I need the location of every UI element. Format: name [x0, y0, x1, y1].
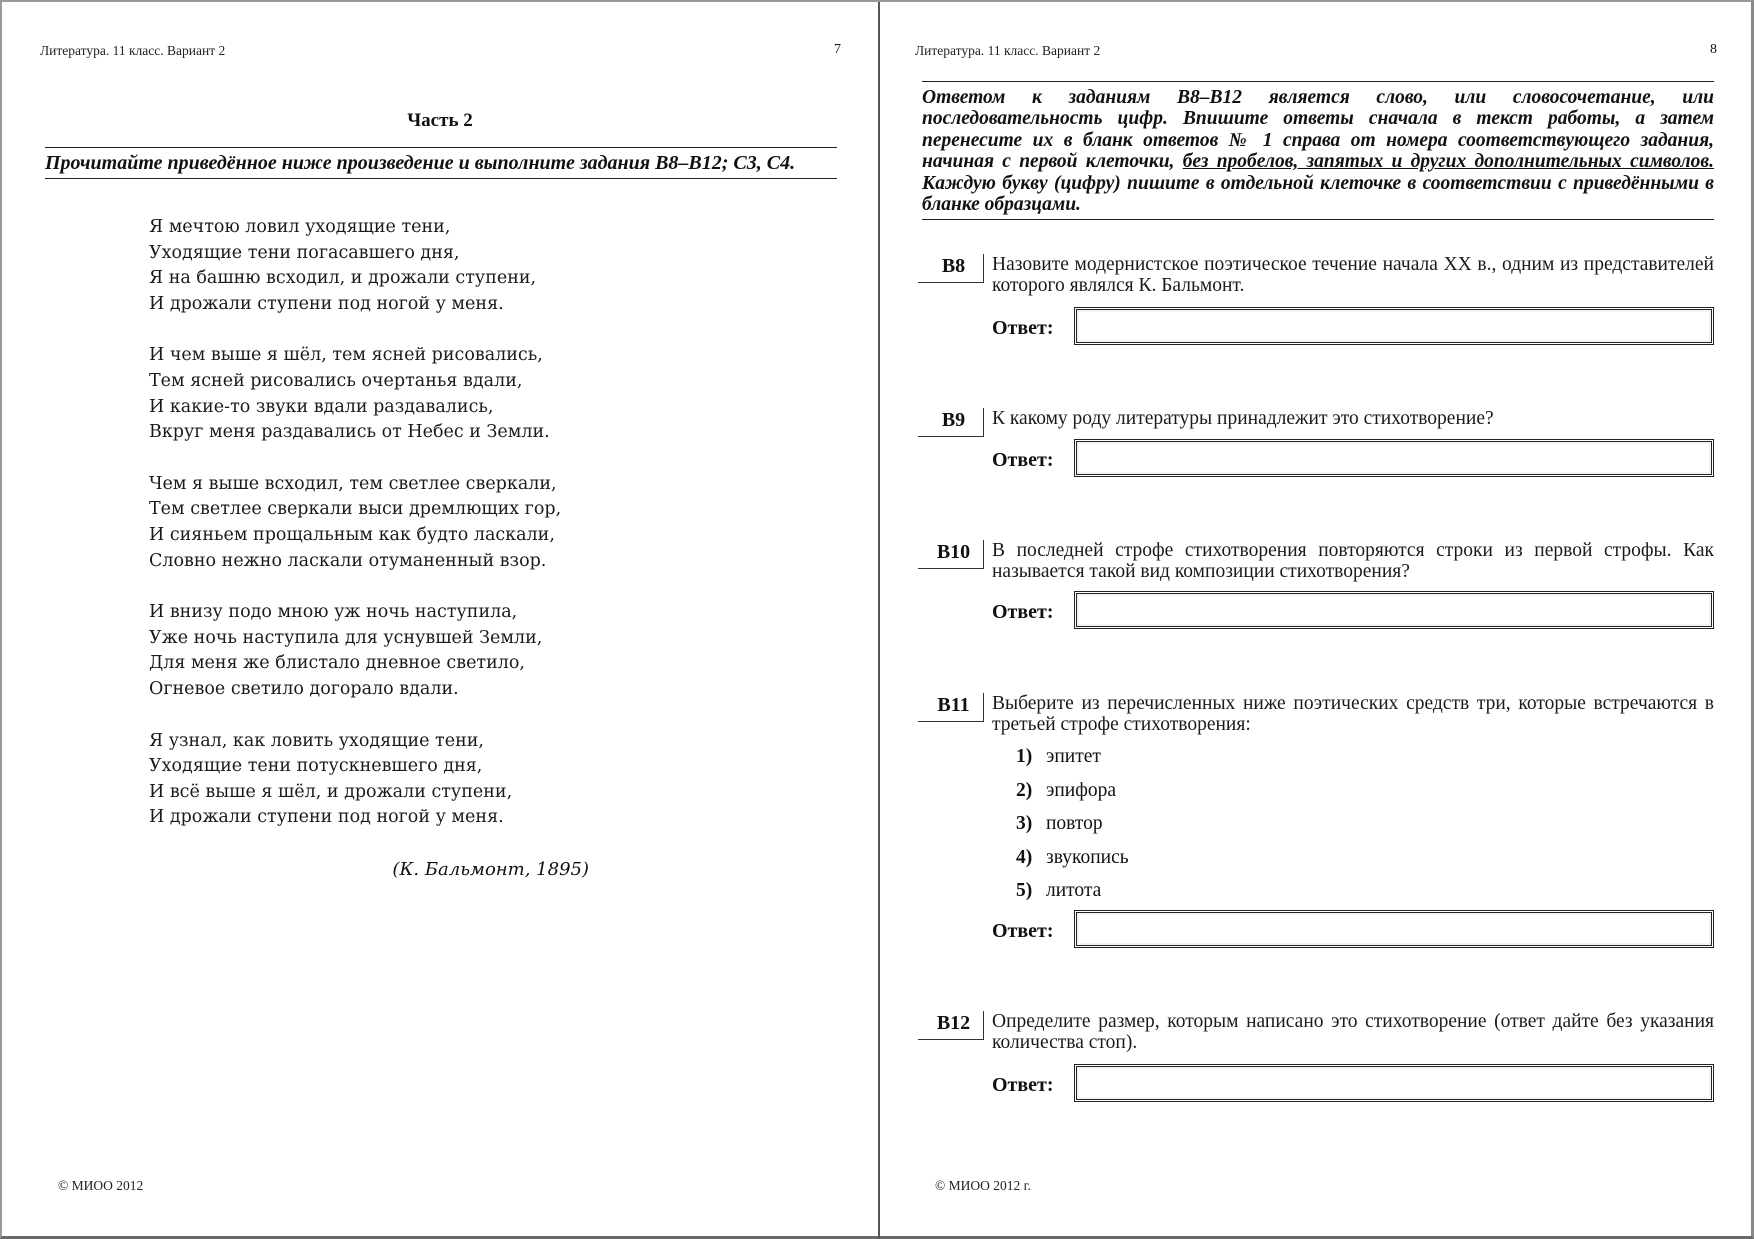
- task-question: Назовите модернистское поэтическое течение начала XX в., одним из представителей которого являлся К. Бальмонт.: [992, 254, 1714, 296]
- poem-line: Словно нежно ласкали отуманенный взор.: [149, 550, 547, 571]
- running-header: Литература. 11 класс. Вариант 2: [915, 43, 1101, 58]
- poem: [149, 215, 619, 857]
- poem-line: И дрожали ступени под ногой у меня.: [149, 807, 504, 828]
- page-8: [880, 2, 1753, 1238]
- task-label: В8: [918, 254, 984, 283]
- option-text: звукопись: [1046, 846, 1129, 868]
- stanza-3: [149, 472, 619, 574]
- answer-field-b9[interactable]: [1074, 439, 1714, 477]
- part-title: Часть 2: [407, 110, 473, 131]
- option-text: литота: [1046, 880, 1102, 901]
- task-question: Определите размер, которым написано это стихотворение (ответ дайте без указания количества стоп).: [992, 1011, 1714, 1053]
- stanza-2: [149, 343, 619, 445]
- poem-line: И всё выше я шёл, и дрожали ступени,: [149, 781, 513, 802]
- answer-row: [992, 910, 1714, 950]
- option-number: 4): [1016, 846, 1033, 868]
- option-5: [1016, 879, 1316, 913]
- task-b9: [918, 408, 1714, 488]
- instruction-text: Ответом к заданиям В8–В12 является слово, или словосочетание, или последовательность цифр. Впишите ответы сначала в текст работы, а затем перенесите их в бланк ответов № 1 справа от номера соответствующего задания, начиная с первой клеточки,: [922, 87, 1714, 173]
- answer-field-b10[interactable]: [1074, 591, 1714, 629]
- page-number: 8: [1710, 42, 1717, 57]
- answer-label: Ответ:: [992, 1074, 1054, 1096]
- task-b8: [918, 254, 1714, 344]
- option-number: 5): [1016, 880, 1033, 901]
- answer-row: [992, 591, 1714, 631]
- poem-line: И сияньем прощальным как будто ласкали,: [149, 524, 555, 545]
- answer-label: Ответ:: [992, 317, 1054, 339]
- task-b11: [918, 693, 1714, 953]
- poem-attribution: (К. Бальмонт, 1895): [392, 859, 589, 880]
- poem-line: И чем выше я шёл, тем ясней рисовались,: [149, 345, 543, 366]
- answer-row: [992, 307, 1714, 347]
- task-question: В последней строфе стихотворения повторяются строки из первой строфы. Как называется такой вид композиции стихотворения?: [992, 540, 1714, 582]
- poem-line: Я узнал, как ловить уходящие тени,: [149, 730, 484, 751]
- option-text: эпитет: [1046, 746, 1101, 767]
- poem-line: Уходящие тени погасавшего дня,: [149, 242, 460, 263]
- task-label: В11: [918, 693, 984, 722]
- option-list: [1016, 745, 1316, 913]
- option-number: 1): [1016, 746, 1033, 767]
- reading-instruction: Прочитайте приведённое ниже произведение и выполните задания В8–В12; С3, С4.: [45, 147, 837, 179]
- option-text: эпифора: [1046, 779, 1117, 801]
- answer-instruction: [922, 81, 1714, 220]
- poem-line: И дрожали ступени под ногой у меня.: [149, 293, 504, 314]
- answer-label: Ответ:: [992, 601, 1054, 623]
- poem-line: Я мечтою ловил уходящие тени,: [149, 217, 451, 237]
- option-2: [1016, 779, 1316, 813]
- poem-line: Тем ясней рисовались очертанья вдали,: [149, 370, 523, 391]
- answer-label: Ответ:: [992, 920, 1054, 942]
- poem-line: Вкруг меня раздавались от Небес и Земли.: [149, 422, 550, 443]
- task-b12: [918, 1011, 1714, 1106]
- stanza-5: [149, 729, 619, 831]
- option-text: повтор: [1046, 813, 1103, 834]
- page-7: [2, 2, 878, 1238]
- option-4: [1016, 846, 1316, 880]
- answer-field-b12[interactable]: [1074, 1064, 1714, 1102]
- poem-line: Уходящие тени потускневшего дня,: [149, 756, 483, 777]
- poem-line: Тем светлее сверкали выси дремлющих гор,: [149, 499, 562, 520]
- poem-line: Уже ночь наступила для уснувшей Земли,: [149, 627, 543, 648]
- answer-field-b8[interactable]: [1074, 307, 1714, 345]
- task-label: В9: [918, 408, 984, 437]
- poem-line: И какие-то звуки вдали раздавались,: [149, 396, 494, 417]
- poem-line: Для меня же блистало дневное светило,: [149, 653, 525, 674]
- instruction-underlined: без пробелов, запятых и других дополнительных символов.: [1182, 151, 1714, 173]
- task-question: К какому роду литературы принадлежит это стихотворение?: [992, 408, 1494, 429]
- answer-field-b11[interactable]: [1074, 910, 1714, 948]
- copyright-footer: © МИОО 2012: [58, 1178, 144, 1193]
- option-number: 3): [1016, 813, 1033, 834]
- poem-line: Я на башню всходил, и дрожали ступени,: [149, 268, 537, 289]
- instruction-text: Каждую букву (цифру) пишите в отдельной клеточке в соответствии с приведёнными в бланке образцами.: [922, 172, 1714, 216]
- answer-row: [992, 439, 1714, 479]
- option-1: [1016, 745, 1316, 779]
- task-question: Выберите из перечисленных ниже поэтических средств три, которые встречаются в третьей строфе стихотворения:: [992, 693, 1714, 735]
- option-number: 2): [1016, 779, 1033, 801]
- copyright-footer: © МИОО 2012 г.: [935, 1178, 1032, 1193]
- answer-label: Ответ:: [992, 449, 1054, 471]
- page-number: 7: [834, 42, 841, 57]
- task-b10: [918, 540, 1714, 630]
- task-label: В12: [918, 1011, 984, 1040]
- stanza-4: [149, 600, 619, 702]
- stanza-1: [149, 215, 619, 317]
- poem-line: И внизу подо мною уж ночь наступила,: [149, 602, 518, 623]
- option-3: [1016, 812, 1316, 846]
- poem-line: Чем я выше всходил, тем светлее сверкали,: [149, 473, 557, 494]
- running-header: Литература. 11 класс. Вариант 2: [40, 43, 226, 58]
- poem-line: Огневое светило догорало вдали.: [149, 678, 459, 699]
- task-label: В10: [918, 540, 984, 569]
- answer-row: [992, 1064, 1714, 1104]
